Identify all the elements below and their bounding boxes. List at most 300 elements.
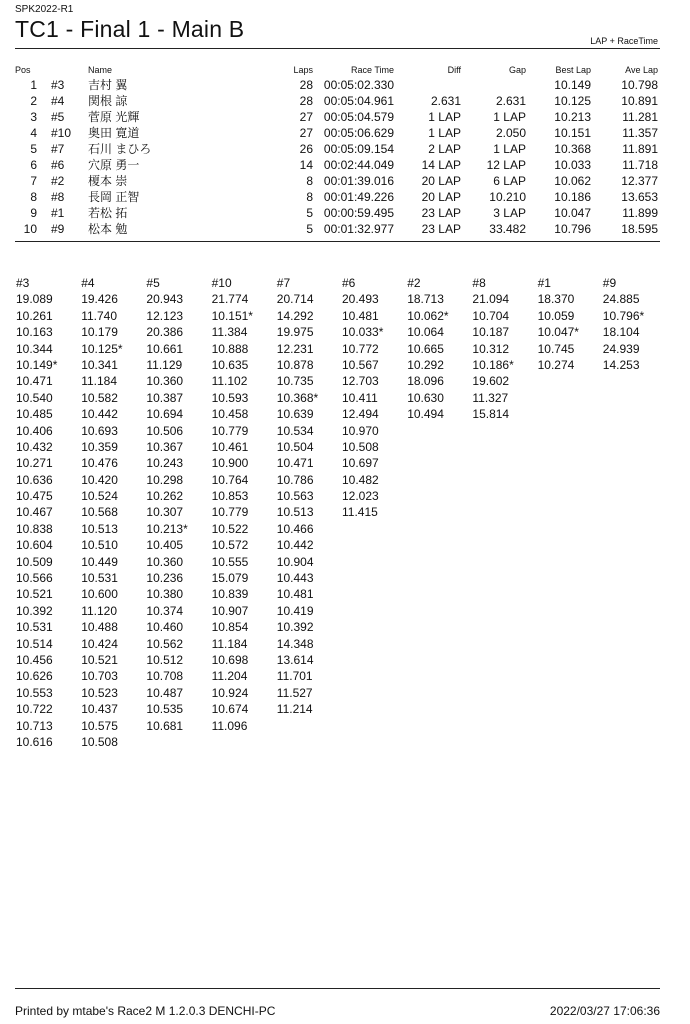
result-best-lap: 10.213: [554, 110, 591, 124]
lap-time: 19.975: [276, 325, 314, 340]
col-pos-header: Pos: [15, 65, 31, 75]
lap-time: 18.370: [537, 292, 575, 307]
lap-time: 10.566: [16, 571, 53, 586]
lap-column-car: #9: [602, 276, 617, 290]
lap-time: 10.593: [211, 390, 249, 405]
result-driver-name: 若松 拓: [88, 206, 128, 220]
lap-column: [16, 275, 80, 750]
result-best-lap: 10.125: [554, 94, 591, 108]
lap-time: 10.033*: [342, 325, 384, 340]
result-laps: 8: [306, 190, 313, 204]
result-row: [15, 157, 660, 173]
result-car-number: #7: [51, 142, 65, 156]
lap-column: [342, 275, 406, 521]
col-laps-header: Laps: [293, 65, 313, 75]
lap-time: 10.298: [146, 472, 184, 487]
lap-time: 10.540: [16, 390, 53, 405]
result-car-number: #8: [51, 190, 65, 204]
col-best-lap-header: Best Lap: [555, 65, 591, 75]
lap-time: 10.125*: [81, 341, 123, 356]
lap-time: 20.714: [276, 292, 314, 307]
result-race-time: 00:01:39.016: [323, 174, 394, 188]
lap-time: 10.681: [146, 718, 184, 733]
result-diff: 2.631: [430, 94, 461, 108]
result-ave-lap: 10.798: [621, 78, 658, 92]
lap-time: 10.359: [81, 439, 118, 454]
lap-time: 11.214: [276, 702, 313, 717]
result-row: [15, 93, 660, 109]
lap-time: 10.674: [211, 702, 249, 717]
result-gap: 6 LAP: [493, 174, 526, 188]
lap-time: 10.149*: [16, 357, 58, 372]
lap-time: 11.740: [81, 308, 117, 323]
footer-printed-by: Printed by mtabe's Race2 M 1.2.0.3 DENCHI-PC: [15, 1004, 276, 1018]
lap-time: 10.475: [16, 489, 53, 504]
result-pos: 3: [30, 110, 37, 124]
lap-time: 10.456: [16, 652, 53, 667]
result-diff: 1 LAP: [428, 110, 461, 124]
result-row: [15, 189, 660, 205]
lap-time: 10.572: [211, 538, 249, 553]
lap-time: 10.406: [16, 423, 53, 438]
lap-column: [277, 275, 341, 718]
result-race-time: 00:05:04.579: [323, 110, 394, 124]
lap-time: 10.796*: [602, 308, 645, 323]
result-diff: 23 LAP: [421, 206, 461, 220]
col-race-time-header: Race Time: [350, 65, 394, 75]
lap-time: 10.261: [16, 308, 53, 323]
lap-time: 10.562: [146, 636, 184, 651]
lap-time: 10.387: [146, 390, 184, 405]
footer-rule: [15, 988, 660, 989]
result-laps: 28: [299, 78, 313, 92]
result-ave-lap: 11.718: [622, 158, 658, 172]
lap-time: 10.344: [16, 341, 53, 356]
result-race-time: 00:05:06.629: [323, 126, 394, 140]
lap-time: 10.471: [16, 374, 53, 389]
lap-time: 10.665: [407, 341, 444, 356]
lap-time: 11.527: [276, 685, 313, 700]
result-ave-lap: 10.891: [621, 94, 658, 108]
lap-time: 11.415: [342, 505, 378, 520]
result-ave-lap: 12.377: [621, 174, 658, 188]
lap-time: 10.494: [407, 407, 444, 422]
result-diff: 20 LAP: [421, 190, 461, 204]
result-race-time: 00:05:09.154: [323, 142, 394, 156]
lap-time: 10.553: [16, 685, 53, 700]
lap-time: 10.420: [81, 472, 118, 487]
lap-time: 10.854: [211, 620, 249, 635]
result-gap: 33.482: [489, 222, 526, 236]
lap-time: 10.693: [81, 423, 118, 438]
lap-time: 10.626: [16, 669, 53, 684]
result-pos: 7: [30, 174, 37, 188]
result-driver-name: 奥田 寛道: [88, 126, 140, 140]
result-row: [15, 221, 660, 237]
lap-time: 10.236: [146, 571, 184, 586]
result-best-lap: 10.062: [554, 174, 591, 188]
lap-time: 10.513: [81, 521, 118, 536]
result-race-time: 00:01:32.977: [323, 222, 394, 236]
lap-time: 10.186*: [472, 357, 514, 372]
lap-time: 10.506: [146, 423, 184, 438]
lap-time: 10.360: [146, 554, 184, 569]
lap-column-car: #5: [146, 276, 160, 290]
lap-time: 10.064: [407, 325, 444, 340]
result-driver-name: 松本 勉: [88, 222, 128, 236]
lap-time: 10.853: [211, 489, 249, 504]
lap-time: 11.096: [211, 718, 248, 733]
lap-time: 24.939: [602, 341, 640, 356]
lap-time: 10.567: [342, 357, 379, 372]
result-laps: 28: [299, 94, 313, 108]
lap-time: 11.184: [81, 374, 117, 389]
lap-time: 10.360: [146, 374, 184, 389]
lap-time: 10.419: [276, 603, 314, 618]
lap-time: 10.487: [146, 685, 184, 700]
result-row: [15, 77, 660, 93]
lap-time: 10.471: [276, 456, 314, 471]
result-ave-lap: 11.899: [622, 206, 658, 220]
lap-time: 10.411: [342, 390, 378, 405]
result-gap: 1 LAP: [493, 110, 526, 124]
lap-time: 10.838: [16, 521, 53, 536]
lap-time: 10.392: [16, 603, 53, 618]
result-best-lap: 10.368: [554, 142, 591, 156]
lap-column: [472, 275, 536, 423]
page-title: TC1 - Final 1 - Main B: [15, 16, 245, 42]
col-gap-header: Gap: [508, 65, 526, 75]
lap-time: 10.443: [276, 571, 314, 586]
lap-time: 10.513: [276, 505, 314, 520]
result-car-number: #3: [51, 78, 65, 92]
lap-time: 10.636: [16, 472, 53, 487]
result-diff: 23 LAP: [421, 222, 461, 236]
result-pos: 10: [23, 222, 37, 236]
result-best-lap: 10.796: [554, 222, 591, 236]
result-gap: 3 LAP: [493, 206, 526, 220]
result-best-lap: 10.033: [554, 158, 591, 172]
lap-time: 10.059: [537, 308, 575, 323]
result-best-lap: 10.149: [554, 78, 591, 92]
result-race-time: 00:01:49.226: [323, 190, 394, 204]
result-row: [15, 125, 660, 141]
result-race-time: 00:05:04.961: [323, 94, 394, 108]
result-best-lap: 10.151: [554, 126, 591, 140]
lap-time: 10.312: [472, 341, 510, 356]
lap-time: 10.466: [276, 521, 314, 536]
lap-time: 10.582: [81, 390, 118, 405]
result-row: [15, 109, 660, 125]
lap-time: 10.524: [81, 489, 118, 504]
lap-time: 20.386: [146, 325, 184, 340]
lap-time: 10.367: [146, 439, 184, 454]
lap-time: 10.512: [146, 652, 184, 667]
lap-time: 10.510: [81, 538, 118, 553]
lap-time: 10.697: [342, 456, 379, 471]
lap-time: 10.442: [276, 538, 314, 553]
lap-time: 20.943: [146, 292, 184, 307]
result-laps: 5: [306, 222, 313, 236]
lap-time: 10.488: [81, 620, 118, 635]
lap-time: 18.096: [407, 374, 444, 389]
lap-time: 10.575: [81, 718, 118, 733]
lap-time: 10.703: [81, 669, 118, 684]
lap-time: 12.231: [276, 341, 314, 356]
lap-time: 15.814: [472, 407, 510, 422]
lap-time: 12.703: [342, 374, 379, 389]
lap-time: 10.437: [81, 702, 118, 717]
lap-time: 10.568: [81, 505, 118, 520]
lap-column: [603, 275, 667, 373]
lap-time: 10.292: [407, 357, 444, 372]
lap-time: 10.405: [146, 538, 184, 553]
lap-time: 10.442: [81, 407, 118, 422]
result-race-time: 00:02:44.049: [323, 158, 394, 172]
lap-time: 19.426: [81, 292, 118, 307]
result-diff: 14 LAP: [421, 158, 461, 172]
result-gap: 2.050: [495, 126, 526, 140]
result-car-number: #1: [51, 206, 65, 220]
lap-time: 10.481: [342, 308, 379, 323]
lap-time: 10.461: [211, 439, 249, 454]
lap-time: 10.694: [146, 407, 184, 422]
lap-time: 12.494: [342, 407, 379, 422]
lap-time: 18.713: [407, 292, 444, 307]
lap-time: 10.262: [146, 489, 184, 504]
result-race-time: 00:00:59.495: [323, 206, 394, 220]
lap-column-car: #10: [211, 276, 232, 290]
col-ave-lap-header: Ave Lap: [625, 65, 658, 75]
lap-time: 10.213*: [146, 521, 188, 536]
lap-time: 10.243: [146, 456, 184, 471]
result-row: [15, 173, 660, 189]
lap-time: 20.493: [342, 292, 379, 307]
result-laps: 8: [306, 174, 313, 188]
lap-time: 10.424: [81, 636, 118, 651]
lap-column: [81, 275, 145, 750]
lap-column-car: #1: [537, 276, 551, 290]
timing-mode: LAP + RaceTime: [590, 36, 658, 46]
lap-time: 11.327: [472, 390, 509, 405]
lap-time: 10.460: [146, 620, 184, 635]
result-race-time: 00:05:02.330: [323, 78, 394, 92]
results-header: [15, 63, 660, 77]
results-bottom-rule: [15, 241, 660, 242]
lap-time: 11.384: [211, 325, 248, 340]
lap-time: 10.970: [342, 423, 379, 438]
lap-time: 10.514: [16, 636, 53, 651]
lap-time: 10.271: [16, 456, 53, 471]
lap-time: 21.094: [472, 292, 510, 307]
lap-time: 14.348: [276, 636, 314, 651]
lap-time: 10.521: [81, 652, 118, 667]
lap-time: 11.701: [276, 669, 313, 684]
lap-time: 10.924: [211, 685, 249, 700]
lap-time: 24.885: [602, 292, 640, 307]
result-ave-lap: 11.357: [622, 126, 658, 140]
lap-time: 10.187: [472, 325, 510, 340]
lap-time: 10.888: [211, 341, 249, 356]
lap-time: 10.368*: [276, 390, 319, 405]
lap-time: 10.563: [276, 489, 314, 504]
lap-time: 10.616: [16, 734, 53, 749]
lap-time: 10.341: [81, 357, 118, 372]
col-diff-header: Diff: [447, 65, 461, 75]
result-driver-name: 吉村 翼: [88, 78, 128, 92]
lap-time: 10.449: [81, 554, 118, 569]
result-best-lap: 10.047: [554, 206, 591, 220]
result-gap: 10.210: [489, 190, 526, 204]
lap-time: 10.374: [146, 603, 184, 618]
result-pos: 1: [30, 78, 37, 92]
event-id: SPK2022-R1: [15, 4, 74, 15]
lap-column-car: #7: [276, 276, 291, 290]
lap-time: 10.661: [146, 341, 184, 356]
lap-time: 10.635: [211, 357, 249, 372]
lap-time: 10.307: [146, 505, 184, 520]
result-pos: 5: [30, 142, 37, 156]
result-car-number: #6: [51, 158, 65, 172]
result-ave-lap: 13.653: [621, 190, 658, 204]
result-car-number: #4: [51, 94, 65, 108]
lap-time: 12.023: [342, 489, 379, 504]
lap-time: 10.600: [81, 587, 118, 602]
lap-time: 10.522: [211, 521, 249, 536]
lap-time: 10.900: [211, 456, 249, 471]
lap-time: 10.467: [16, 505, 53, 520]
lap-time: 10.062*: [407, 308, 449, 323]
lap-time: 10.772: [342, 341, 379, 356]
lap-time: 10.907: [211, 603, 249, 618]
lap-time: 15.079: [211, 571, 249, 586]
lap-time: 10.735: [276, 374, 314, 389]
lap-column: [146, 275, 210, 734]
lap-time: 10.535: [146, 702, 184, 717]
result-driver-name: 長岡 正智: [88, 190, 140, 204]
result-row: [15, 205, 660, 221]
lap-time: 10.482: [342, 472, 379, 487]
lap-column-car: #8: [472, 276, 486, 290]
results-table: [15, 63, 660, 237]
result-car-number: #5: [51, 110, 65, 124]
lap-column-car: #6: [342, 276, 356, 290]
lap-time: 10.764: [211, 472, 249, 487]
result-driver-name: 榎本 崇: [88, 174, 128, 188]
lap-time: 10.485: [16, 407, 53, 422]
lap-time: 10.745: [537, 341, 575, 356]
result-pos: 8: [30, 190, 37, 204]
lap-time: 10.481: [276, 587, 314, 602]
result-laps: 26: [299, 142, 313, 156]
lap-time: 11.120: [81, 603, 117, 618]
lap-time: 10.779: [211, 423, 249, 438]
lap-time: 10.274: [537, 357, 575, 372]
result-pos: 9: [30, 206, 37, 220]
result-gap: 12 LAP: [486, 158, 526, 172]
lap-time: 10.508: [342, 439, 379, 454]
lap-time: 10.179: [81, 325, 118, 340]
result-gap: 1 LAP: [493, 142, 526, 156]
title-rule: [15, 48, 660, 49]
lap-column-car: #2: [407, 276, 421, 290]
lap-time: 10.904: [276, 554, 314, 569]
result-ave-lap: 18.595: [621, 222, 658, 236]
lap-column: [538, 275, 602, 373]
lap-column-car: #3: [16, 276, 30, 290]
lap-time: 10.151*: [211, 308, 253, 323]
result-laps: 27: [299, 126, 313, 140]
lap-time: 10.432: [16, 439, 53, 454]
lap-time: 11.204: [211, 669, 248, 684]
lap-time: 11.102: [211, 374, 248, 389]
result-gap: 2.631: [495, 94, 526, 108]
lap-time: 10.476: [81, 456, 118, 471]
lap-time: 11.184: [211, 636, 248, 651]
result-ave-lap: 11.891: [622, 142, 658, 156]
result-diff: 1 LAP: [428, 126, 461, 140]
lap-time: 10.779: [211, 505, 249, 520]
lap-time: 10.713: [16, 718, 53, 733]
lap-time: 13.614: [276, 652, 314, 667]
lap-time: 10.047*: [537, 325, 579, 340]
footer-timestamp: 2022/03/27 17:06:36: [549, 1004, 660, 1018]
lap-time: 10.555: [211, 554, 249, 569]
lap-time: 10.521: [16, 587, 53, 602]
result-car-number: #2: [51, 174, 65, 188]
col-name-header: Name: [88, 65, 113, 75]
lap-time: 14.253: [602, 357, 640, 372]
lap-time: 10.708: [146, 669, 184, 684]
lap-time: 10.630: [407, 390, 444, 405]
lap-column: [407, 275, 471, 423]
lap-time: 10.604: [16, 538, 53, 553]
lap-time: 10.523: [81, 685, 118, 700]
lap-time: 14.292: [276, 308, 314, 323]
result-laps: 5: [306, 206, 313, 220]
lap-time: 10.458: [211, 407, 249, 422]
result-driver-name: 菅原 光輝: [88, 110, 140, 124]
lap-time: 10.380: [146, 587, 184, 602]
result-row: [15, 141, 660, 157]
result-pos: 2: [30, 94, 37, 108]
result-diff: 2 LAP: [428, 142, 461, 156]
lap-time: 10.509: [16, 554, 53, 569]
lap-time: 10.639: [276, 407, 314, 422]
result-ave-lap: 11.281: [622, 110, 658, 124]
lap-time: 19.089: [16, 292, 53, 307]
lap-time: 10.534: [276, 423, 314, 438]
lap-time: 21.774: [211, 292, 249, 307]
lap-time: 10.698: [211, 652, 249, 667]
result-laps: 27: [299, 110, 313, 124]
lap-time: 12.123: [146, 308, 184, 323]
lap-time: 10.163: [16, 325, 53, 340]
result-laps: 14: [299, 158, 313, 172]
lap-time: 10.392: [276, 620, 314, 635]
lap-time: 19.602: [472, 374, 510, 389]
result-pos: 4: [30, 126, 37, 140]
result-car-number: #10: [51, 126, 72, 140]
lap-time: 10.786: [276, 472, 314, 487]
result-car-number: #9: [51, 222, 65, 236]
lap-time: 10.508: [81, 734, 118, 749]
lap-time: 18.104: [602, 325, 640, 340]
result-driver-name: 石川 まひろ: [88, 142, 152, 156]
result-best-lap: 10.186: [554, 190, 591, 204]
lap-column: [212, 275, 276, 734]
result-driver-name: 関根 諒: [88, 94, 128, 108]
